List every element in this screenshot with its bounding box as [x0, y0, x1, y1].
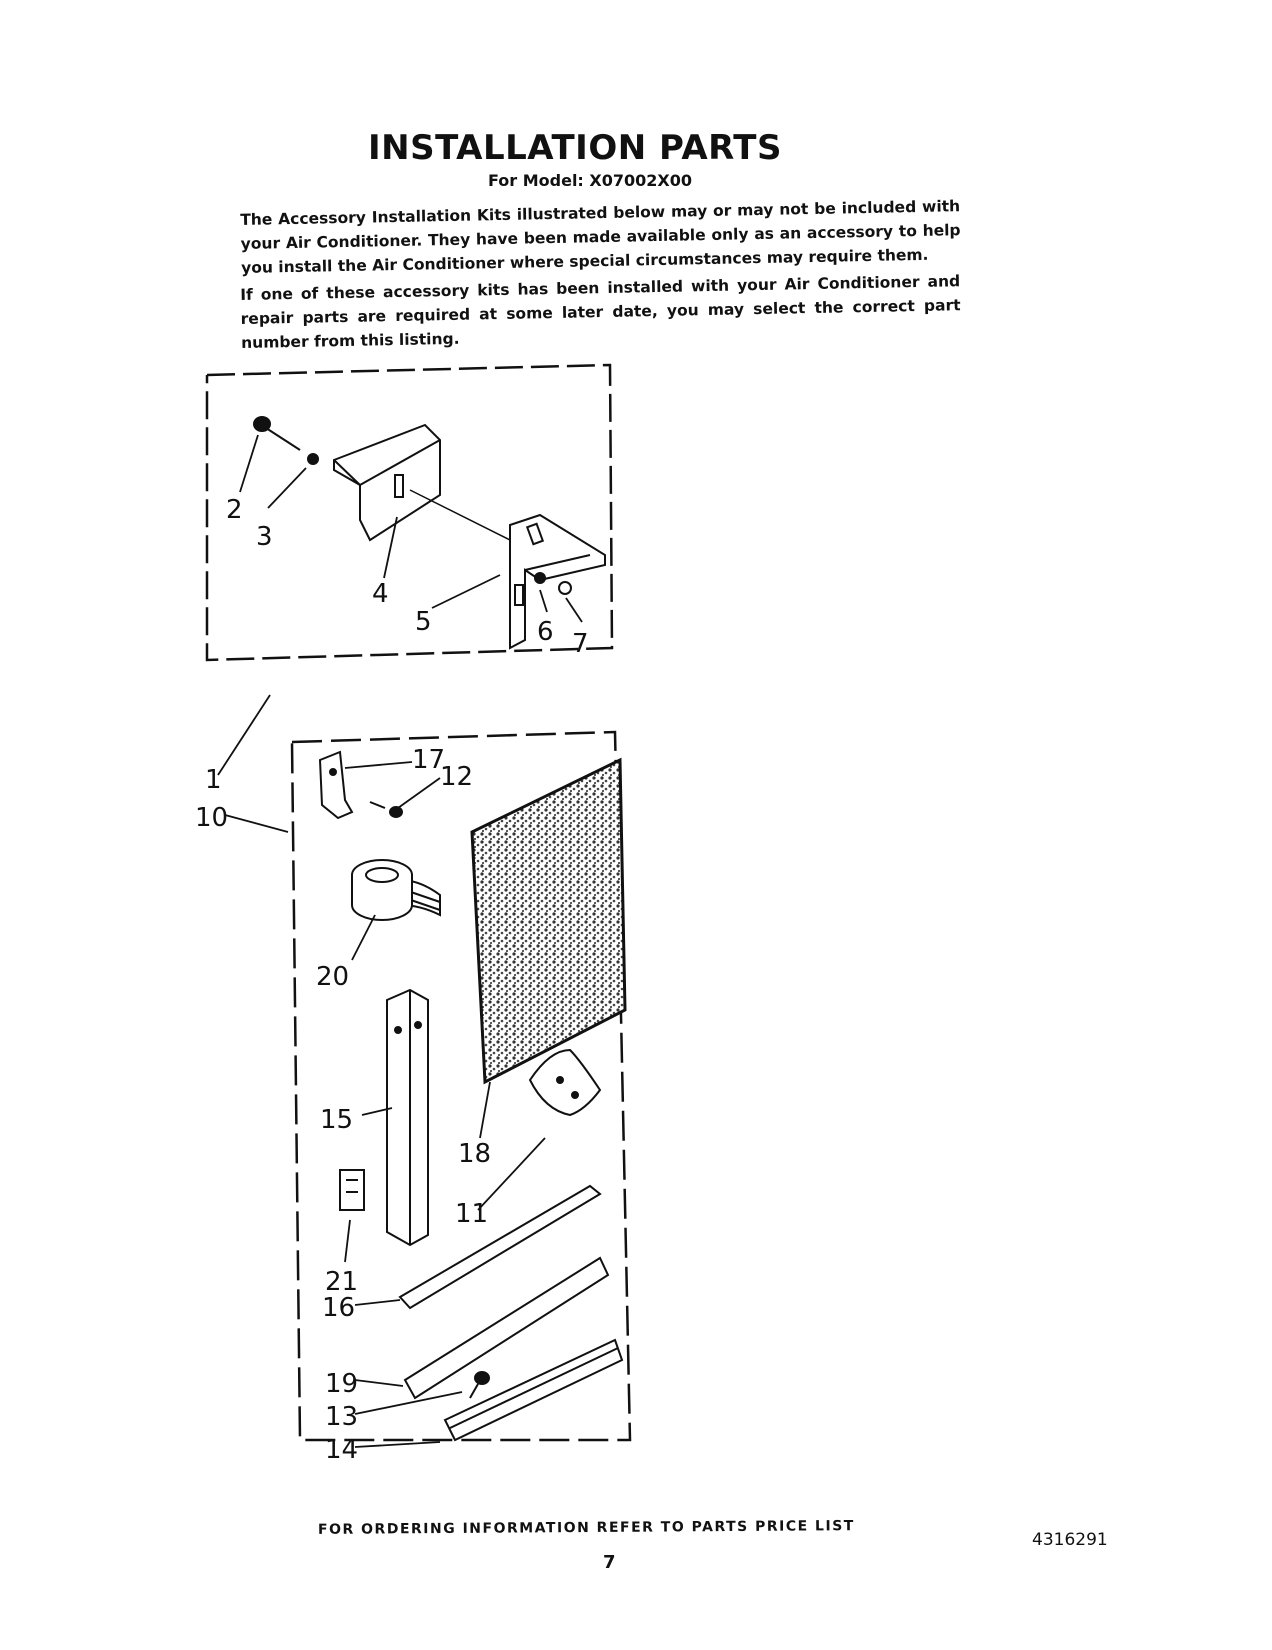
tape-roll-part-20 [352, 860, 440, 920]
callout-15: 15 [320, 1105, 354, 1135]
page-number: 7 [603, 1552, 616, 1573]
page-title: INSTALLATION PARTS [368, 128, 782, 168]
intro-paragraph-1: The Accessory Installation Kits illustrated below may or may not be included with your Air Conditioner. They have been made available only as an accessory to help you install the Air Conditioner where special circumstances may require them. [240, 197, 961, 277]
bracket-part-17 [320, 752, 352, 818]
callout-12: 12 [440, 762, 474, 792]
washer-part-3 [307, 453, 319, 465]
assembly-line-4-5 [410, 490, 510, 540]
screw-part-12 [370, 802, 402, 817]
bracket-part-5 [510, 515, 605, 648]
callout-18: 18 [458, 1139, 492, 1169]
foam-part-11 [530, 1050, 600, 1115]
callout-5: 5 [415, 607, 432, 637]
callout-1: 1 [205, 765, 222, 795]
callout-7: 7 [572, 629, 589, 659]
callout-16: 16 [322, 1293, 356, 1323]
callout-13: 13 [325, 1402, 359, 1432]
callout-19: 19 [325, 1369, 359, 1399]
callout-10: 10 [195, 803, 229, 833]
screw-part-13 [470, 1372, 489, 1398]
document-number: 4316291 [1032, 1530, 1108, 1550]
channel-part-15 [387, 990, 428, 1245]
callout-21: 21 [325, 1267, 359, 1297]
callout-20: 20 [316, 962, 350, 992]
screw-part-2 [254, 417, 300, 450]
callout-11: 11 [455, 1199, 489, 1229]
washer-part-7 [559, 582, 571, 594]
bracket-part-4 [334, 425, 440, 540]
nut-part-6 [534, 572, 546, 584]
callout-3: 3 [256, 522, 273, 552]
intro-paragraph-2: If one of these accessory kits has been installed with your Air Conditioner and repair parts are required at some later date, you may select the correct part number from this listing. [240, 272, 961, 352]
ordering-note: FOR ORDERING INFORMATION REFER TO PARTS PRICE LIST [317, 1518, 855, 1538]
callout-2: 2 [226, 495, 243, 525]
callout-4: 4 [372, 579, 389, 609]
callout-6: 6 [537, 617, 554, 647]
model-subtitle: For Model: X07002X00 [487, 171, 692, 190]
block-part-21 [340, 1170, 364, 1210]
callout-14: 14 [325, 1435, 359, 1465]
filter-panel-part-18 [472, 760, 625, 1082]
callout-17: 17 [412, 745, 446, 775]
